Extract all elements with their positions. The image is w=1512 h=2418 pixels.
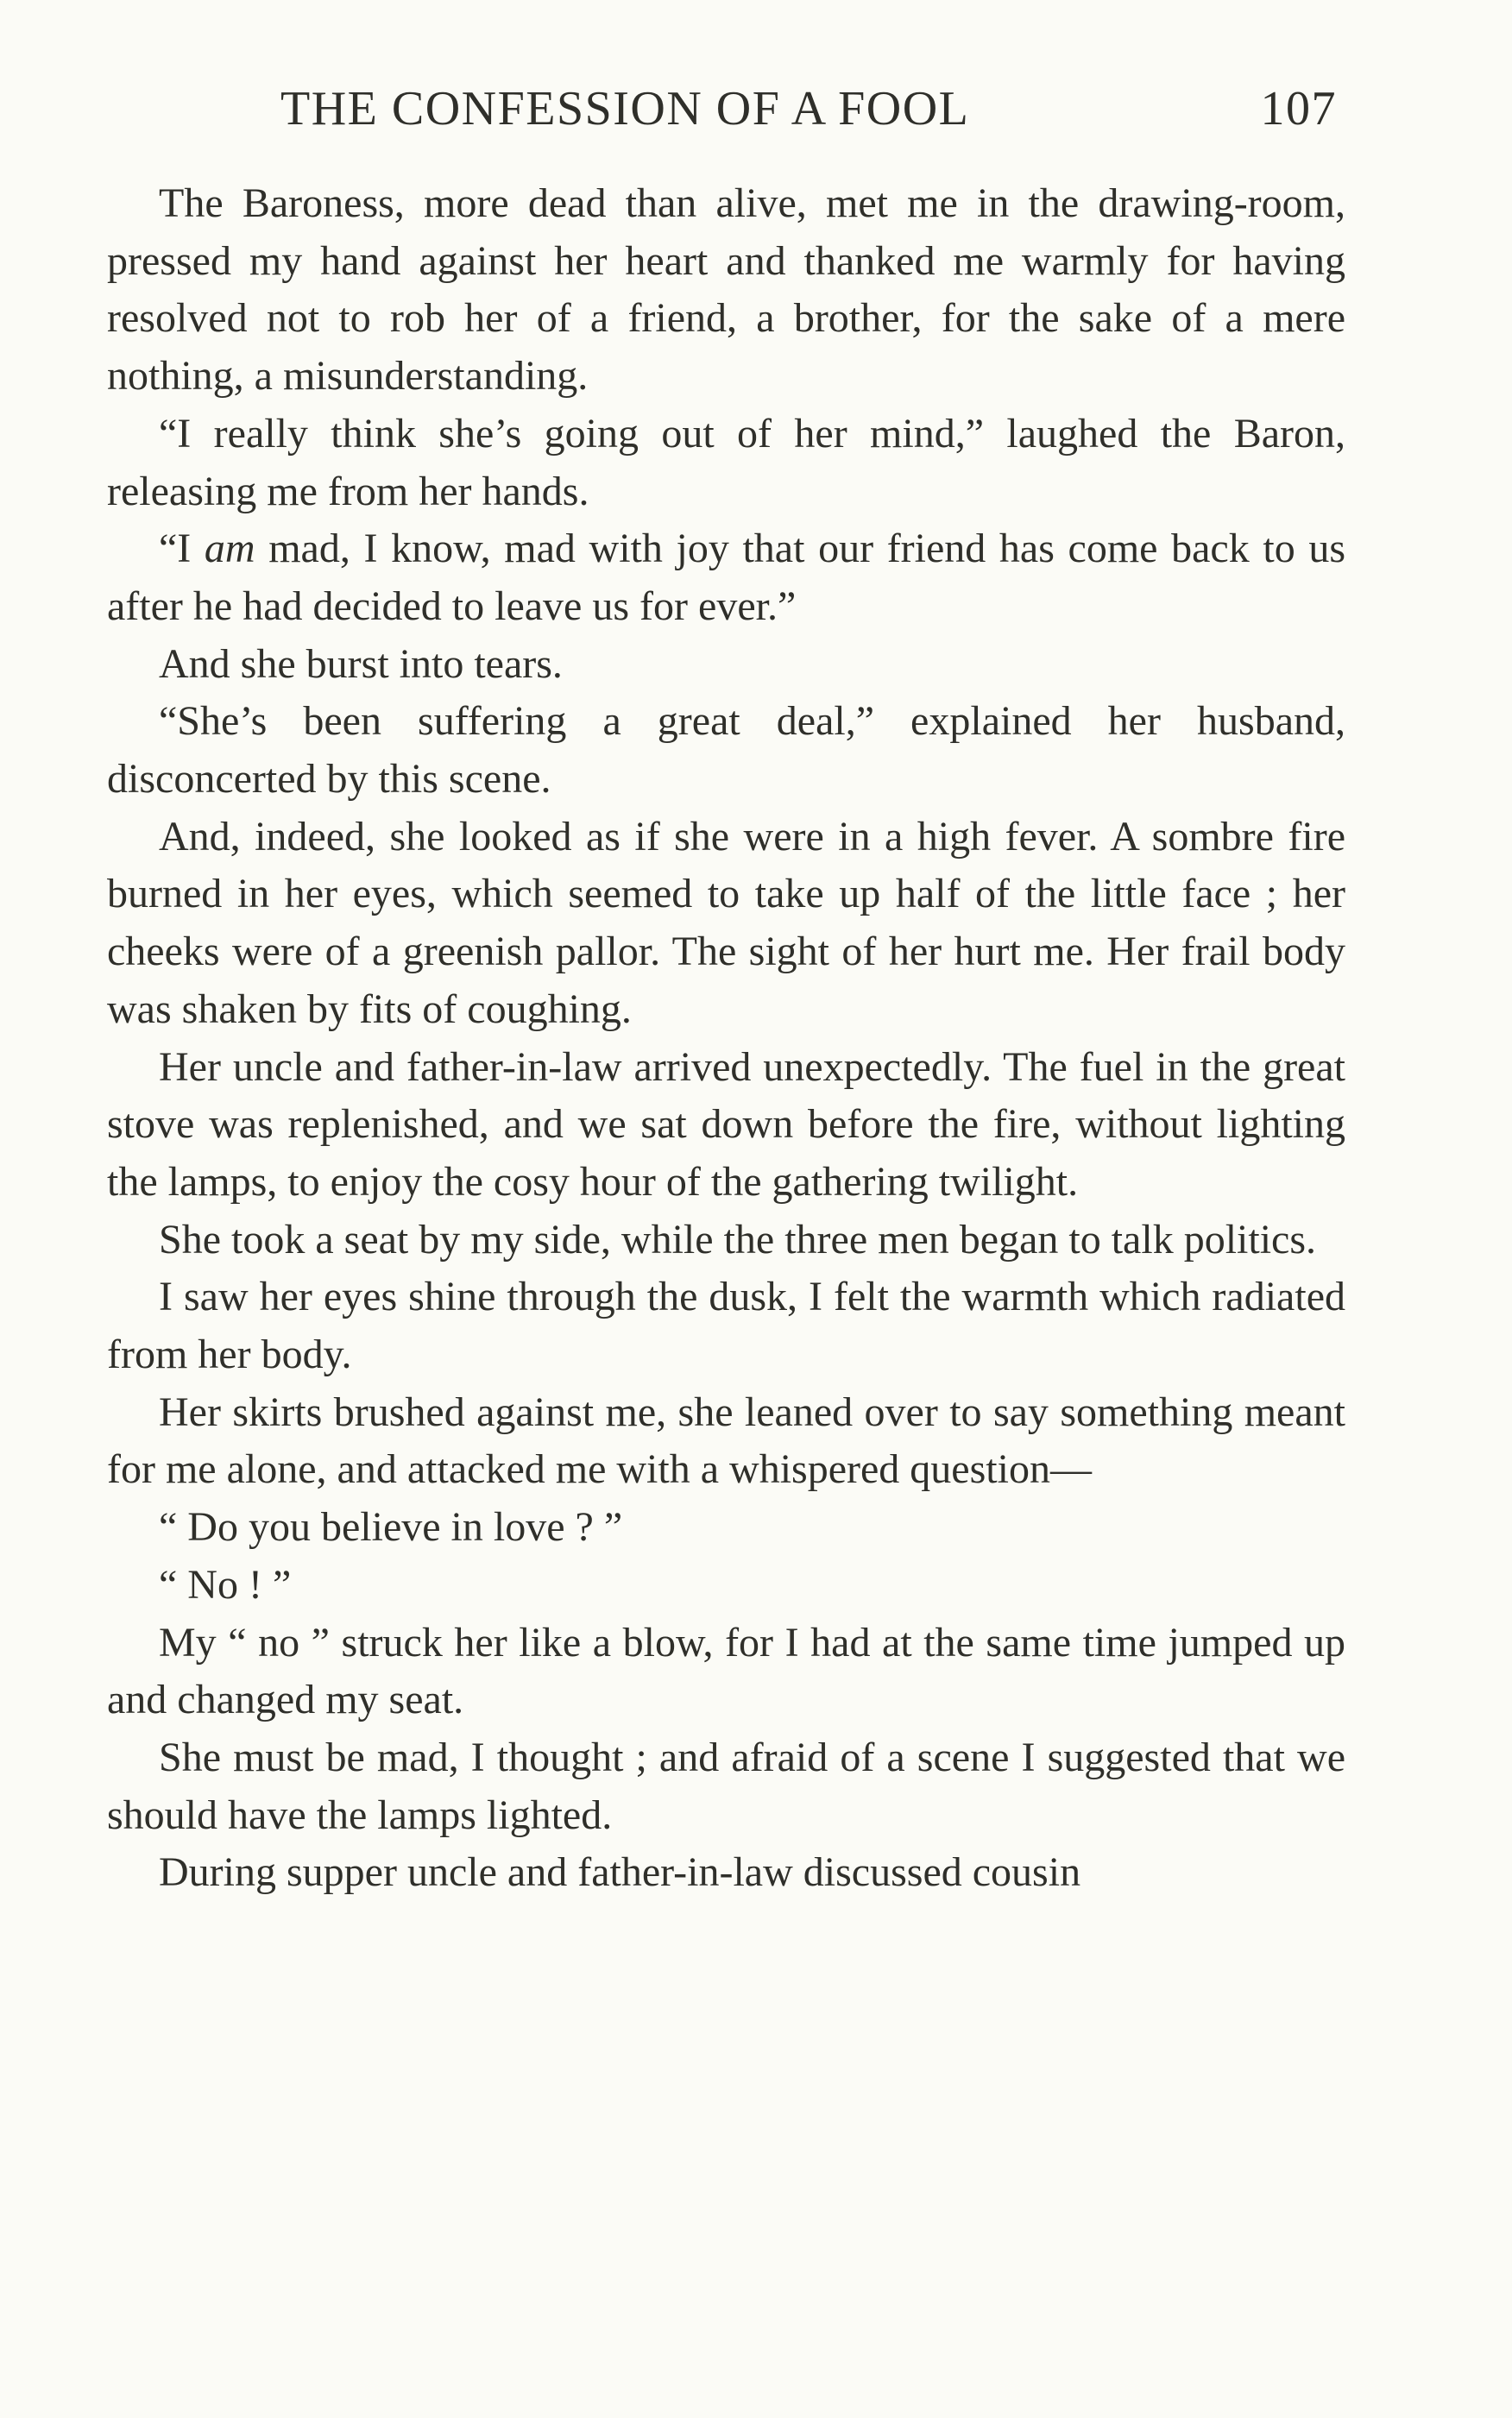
emphasized-word: am — [204, 526, 255, 572]
paragraph: She took a seat by my side, while the three men began to talk politics. — [159, 1216, 1317, 1263]
page-number: 107 — [1260, 82, 1337, 135]
page-header — [280, 74, 1337, 143]
paragraph: And she burst into tears. — [159, 640, 563, 687]
paragraph: My “ no ” struck her like a blow, for I had at the same time jumped up and changed my seat. — [107, 1619, 1345, 1723]
paragraph: I saw her eyes shine through the dusk, I felt the warmth which radiated from her body. — [107, 1274, 1345, 1378]
paragraph: “ Do you believe in love ? ” — [159, 1504, 623, 1551]
paragraph: “ No ! ” — [159, 1561, 292, 1608]
paragraph — [107, 520, 1345, 635]
paragraph: And, indeed, she looked as if she were in a high fever. A sombre fire burned in her eyes, which seemed to take up half of the little face ; her cheeks were of a greenish pallor. The sight of her hurt me. Her frail body was shaken by fits of coughing. — [107, 813, 1345, 1032]
paragraph: She must be mad, I thought ; and afraid of a scene I suggested that we should have the lamps lighted. — [107, 1734, 1345, 1838]
paragraph: The Baroness, more dead than alive, met me in the drawing-room, pressed my hand against her heart and thanked me warmly for having resolved not to rob her of a friend, a brother, for the sake of a mere nothing, a misunderstanding. — [107, 180, 1345, 400]
paragraph: “She’s been suffering a great deal,” explained her husband, disconcerted by this scene. — [107, 698, 1345, 803]
body-text — [107, 175, 1345, 1902]
paragraph: “I really think she’s going out of her mind,” laughed the Baron, releasing me from her hands. — [107, 410, 1345, 514]
paragraph: During supper uncle and father-in-law discussed cousin — [159, 1849, 1081, 1896]
paragraph-text: mad, I know, mad with joy that our friend has come back to us after he had decided to leave us for ever.” — [107, 526, 1345, 629]
paragraph-text: “I — [159, 526, 205, 572]
paragraph: Her uncle and father-in-law arrived unexpectedly. The fuel in the great stove was replenished, and we sat down before the fire, without lighting the lamps, to enjoy the cosy hour of the gathering twilight. — [107, 1043, 1345, 1205]
running-title: THE CONFESSION OF A FOOL — [280, 82, 970, 135]
paragraph: Her skirts brushed against me, she leaned over to say something meant for me alone, and attacked me with a whispered question— — [107, 1388, 1345, 1493]
